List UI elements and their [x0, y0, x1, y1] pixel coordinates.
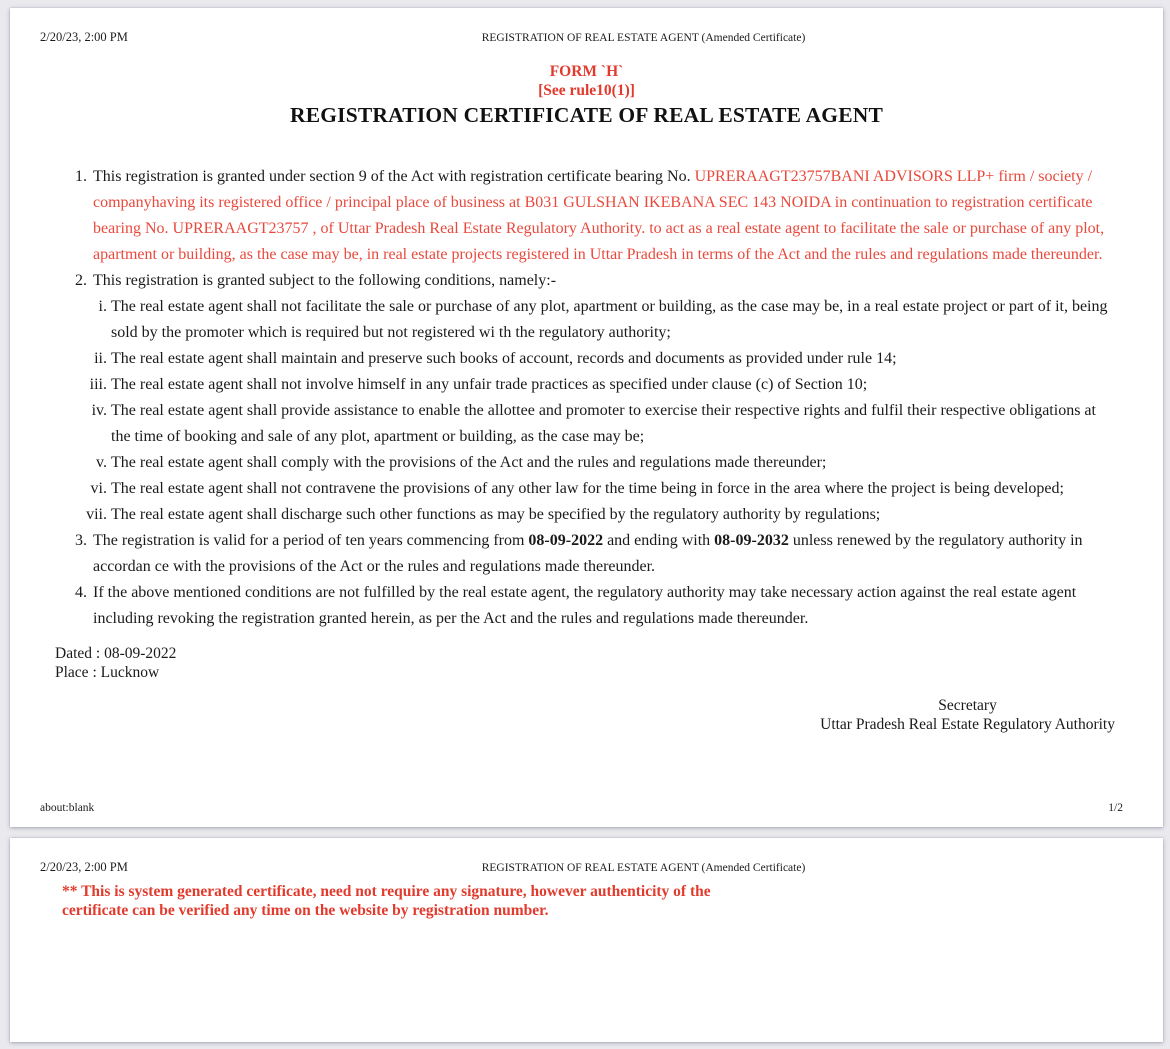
print-document-title: REGISTRATION OF REAL ESTATE AGENT (Amended Certificate): [481, 862, 806, 874]
certificate-clauses: [10, 164, 1163, 632]
condition-i: [67, 294, 1118, 346]
condition-ii-text: The real estate agent shall maintain and preserve such books of account, records and documents as provided under rule 14;: [111, 350, 897, 367]
clause-3-number: 3.: [75, 532, 87, 549]
dated-line: Dated : 08-09-2022: [55, 645, 177, 662]
clause-2: [67, 268, 1118, 294]
dated-place-block: [55, 645, 1163, 682]
conditions-list: [67, 294, 1118, 528]
form-rule-reference: [See rule10(1)]: [538, 82, 635, 99]
clause-4: [67, 580, 1118, 632]
condition-iv-number: iv.: [91, 402, 107, 419]
condition-iv: [67, 398, 1118, 450]
certificate-page-2: [10, 838, 1163, 1042]
footer-page-number: 1/2: [1108, 802, 1123, 814]
condition-v-text: The real estate agent shall comply with the provisions of the Act and the rules and regulations made thereunder;: [111, 454, 827, 471]
clause-2-text: This registration is granted subject to the following conditions, namely:-: [93, 272, 557, 289]
condition-vii-text: The real estate agent shall discharge such other functions as may be specified by the regulatory authority by regulations;: [111, 506, 881, 523]
signatory-authority: Uttar Pradesh Real Estate Regulatory Authority: [820, 716, 1115, 733]
print-timestamp: 2/20/23, 2:00 PM: [40, 860, 128, 874]
print-header-page2: [10, 838, 1163, 876]
condition-ii-number: ii.: [94, 350, 107, 367]
condition-vi-text: The real estate agent shall not contravene the provisions of any other law for the time being in force in the area where the project is being developed;: [111, 480, 1064, 497]
form-name: FORM `H`: [549, 63, 624, 80]
print-document-title: REGISTRATION OF REAL ESTATE AGENT (Amended Certificate): [481, 32, 806, 44]
signatory-designation: Secretary: [938, 697, 997, 714]
condition-ii: [67, 346, 1118, 372]
clause-1-number: 1.: [75, 168, 87, 185]
condition-vii-number: vii.: [86, 506, 107, 523]
condition-i-text: The real estate agent shall not facilitate the sale or purchase of any plot, apartment or building, as the case may be, in a real estate project or part of it, being sold by the promoter which is required but not registered wi th the regulatory authority;: [111, 298, 1108, 341]
form-heading: [10, 62, 1163, 100]
print-header: [10, 8, 1163, 46]
clause-1-text: [87, 164, 1118, 268]
clause-4-text: If the above mentioned conditions are not fulfilled by the real estate agent, the regulatory authority may take necessary action against the real estate agent including revoking the registration granted herein, as per the Act and the rules and regulations made thereunder.: [93, 584, 1077, 627]
condition-v: [67, 450, 1118, 476]
condition-vi: [67, 476, 1118, 502]
print-timestamp: 2/20/23, 2:00 PM: [40, 30, 128, 44]
clause-3: [67, 528, 1118, 580]
condition-vii: [67, 502, 1118, 528]
registration-start-date: 08-09-2022: [528, 532, 604, 549]
condition-i-number: i.: [98, 298, 107, 315]
condition-iii: [67, 372, 1118, 398]
clause-3-part3: unless renewed by the regulatory authority in accordan ce with the provisions of the Act or the rules and regulations made thereunder.: [93, 532, 1083, 575]
clause-3-part1: The registration is valid for a period of ten years commencing from: [93, 532, 529, 549]
system-generated-notice: ** This is system generated certificate, need not require any signature, however authenticity of the certificate can be verified any time on the website by registration number.: [62, 883, 711, 919]
condition-vi-number: vi.: [90, 480, 107, 497]
footer-source-url: about:blank: [40, 802, 95, 814]
condition-iii-text: The real estate agent shall not involve himself in any unfair trade practices as specified under clause (c) of Section 10;: [111, 376, 868, 393]
clause-1: [67, 164, 1118, 268]
clause-1-black-part: This registration is granted under section 9 of the Act with registration certificate bearing No.: [93, 168, 695, 185]
clause-4-number: 4.: [75, 584, 87, 601]
place-line: Place : Lucknow: [55, 663, 160, 681]
registration-end-date: 08-09-2032: [714, 532, 789, 549]
certificate-page-1: [10, 8, 1163, 827]
condition-iii-number: iii.: [89, 376, 107, 393]
print-footer: [40, 802, 1123, 814]
clause-3-part2: and ending with: [603, 532, 715, 549]
clause-1-red-part: UPRERAAGT23757BANI ADVISORS LLP+ firm / society / companyhaving its registered office / principal place of business at B031 GULSHAN IKEBANA SEC 143 NOIDA in continuation to registration certificate bearing No. UPRERAAGT23757 , of Uttar Pradesh Real Estate Regulatory Authority. to act as a real estate agent to facilitate the sale or purchase of any plot, apartment or building, as the case may be, in real estate projects registered in Uttar Pradesh in terms of the Act and the rules and regulations made thereunder.: [93, 168, 1105, 263]
clause-3-text: [87, 528, 1118, 580]
certificate-title: REGISTRATION CERTIFICATE OF REAL ESTATE AGENT: [289, 103, 884, 127]
condition-iv-text: The real estate agent shall provide assistance to enable the allottee and promoter to exercise their respective rights and fulfil their respective obligations at the time of booking and sale of any plot, apartment or building, as the case may be;: [111, 402, 1096, 445]
clause-2-number: 2.: [75, 272, 87, 289]
condition-v-number: v.: [96, 454, 107, 471]
signature-block: [820, 696, 1115, 734]
